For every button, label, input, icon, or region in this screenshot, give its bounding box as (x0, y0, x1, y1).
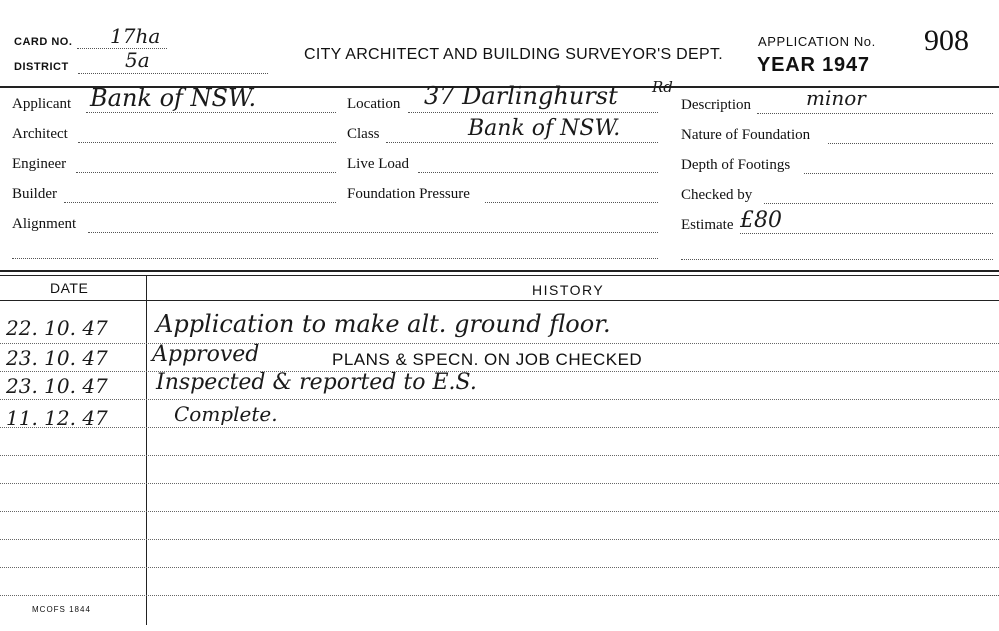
application-number: 908 (924, 24, 969, 57)
location-label: Location (347, 96, 401, 112)
applicant-line (86, 112, 336, 113)
estimate-label: Estimate (681, 217, 734, 233)
engineer-label: Engineer (12, 156, 67, 172)
history-row-line (0, 454, 999, 456)
checked-by-line (764, 203, 993, 204)
date-header: DATE (50, 280, 89, 296)
location-line (408, 112, 658, 113)
estimate-line (740, 233, 993, 234)
architect-line (78, 142, 336, 143)
engineer-line (76, 172, 336, 173)
description-value: minor (806, 86, 866, 110)
foundation-pressure-label: Foundation Pressure (347, 186, 470, 202)
table-top-rule-inner (0, 275, 999, 276)
architect-label: Architect (12, 126, 68, 142)
application-label: APPLICATION No. (758, 34, 876, 49)
district-line (78, 73, 268, 74)
nature-of-foundation-label: Nature of Foundation (681, 127, 811, 143)
live-load-label: Live Load (347, 156, 410, 172)
nature-of-foundation-line (828, 143, 993, 144)
form-code: MCOFS 1844 (32, 605, 91, 614)
estimate-value: £80 (740, 208, 782, 233)
live-load-line (418, 172, 658, 173)
year-label: YEAR 1947 (757, 54, 870, 76)
entry-text: Inspected & reported to E.S. (156, 370, 477, 395)
applicant-label: Applicant (12, 96, 72, 112)
entry-date: 23. 10. 47 (6, 374, 108, 398)
checked-by-label: Checked by (681, 187, 753, 203)
card-no-line (77, 48, 167, 49)
history-row-line (0, 566, 999, 568)
history-row-line (0, 398, 999, 400)
table-header-rule (0, 300, 999, 301)
card-no-label: CARD NO. (14, 36, 73, 48)
alignment-line (88, 232, 658, 233)
district-label: DISTRICT (14, 61, 69, 73)
location-suffix: Rd (652, 78, 673, 96)
entry-stamp: PLANS & SPECN. ON JOB CHECKED (332, 350, 643, 369)
description-line (757, 113, 993, 114)
entry-text: Complete. (174, 402, 278, 426)
applicant-value: Bank of NSW. (90, 84, 257, 112)
blank-line-right (681, 259, 993, 260)
district-value: 5a (125, 48, 150, 72)
entry-date: 22. 10. 47 (6, 316, 108, 340)
foundation-pressure-line (485, 202, 658, 203)
location-value: 37 Darlinghurst (424, 82, 618, 110)
class-line (386, 142, 658, 143)
history-header: HISTORY (532, 282, 605, 298)
entry-date: 11. 12. 47 (6, 406, 108, 430)
description-label: Description (681, 97, 751, 113)
alignment-label: Alignment (12, 216, 77, 232)
department-title: CITY ARCHITECT AND BUILDING SURVEYOR'S DEPT. (304, 46, 724, 63)
depth-of-footings-label: Depth of Footings (681, 157, 791, 173)
history-row-line (0, 594, 999, 596)
entry-text: Application to make alt. ground floor. (156, 310, 611, 338)
blank-line-left (12, 258, 658, 259)
depth-of-footings-line (804, 173, 993, 174)
history-row-line (0, 510, 999, 512)
history-row-line (0, 426, 999, 428)
table-top-rule (0, 270, 999, 272)
history-row-line (0, 342, 999, 344)
history-row-line (0, 482, 999, 484)
builder-label: Builder (12, 186, 57, 202)
class-value: Bank of NSW. (468, 116, 621, 141)
entry-date: 23. 10. 47 (6, 346, 108, 370)
history-row-line (0, 370, 999, 372)
builder-line (64, 202, 336, 203)
date-column-divider (146, 275, 147, 625)
history-row-line (0, 538, 999, 540)
card-no-value: 17ha (110, 24, 161, 48)
class-label: Class (347, 126, 380, 142)
entry-text: Approved (152, 342, 260, 367)
